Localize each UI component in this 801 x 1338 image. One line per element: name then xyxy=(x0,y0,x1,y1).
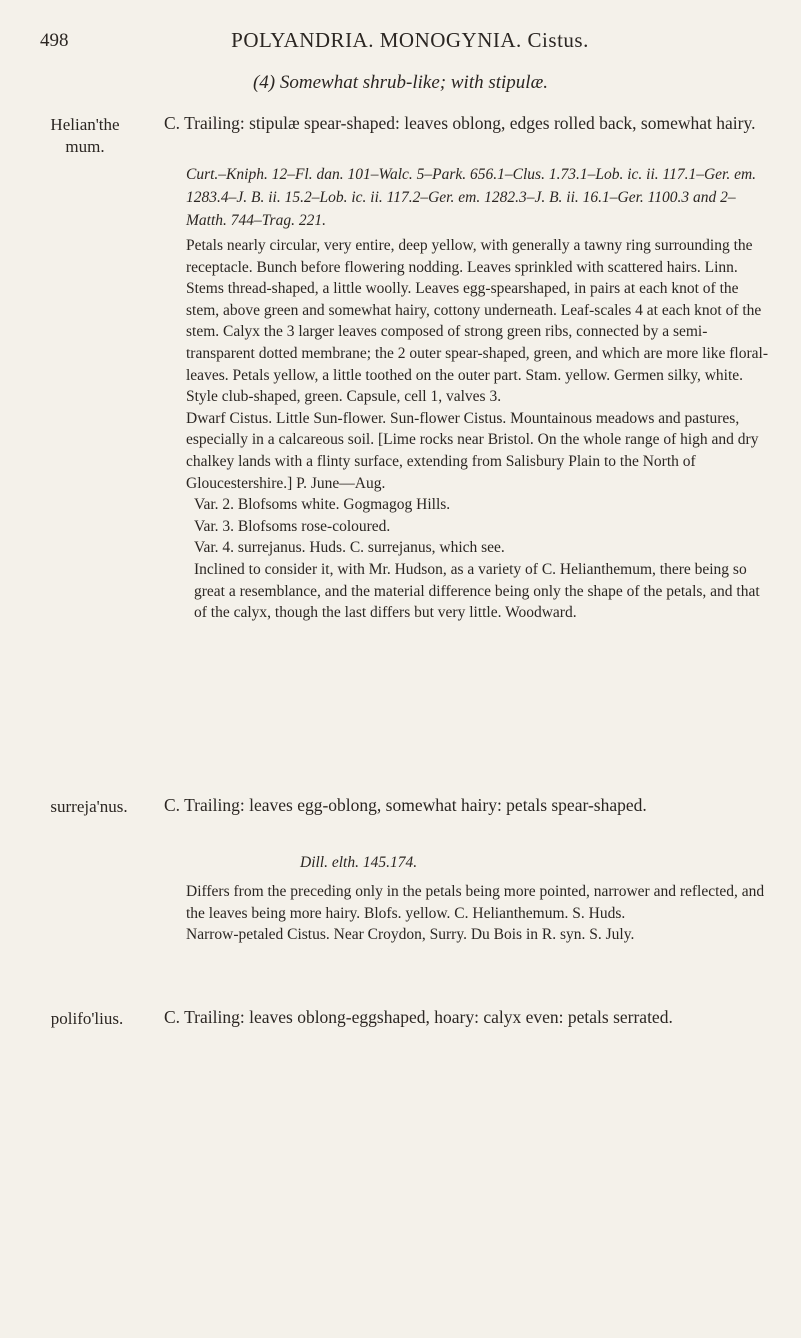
citations-surrejanus: Dill. elth. 145.174. xyxy=(300,854,418,871)
description-helianthemum xyxy=(186,235,771,624)
description-paragraph: Narrow-petaled Cistus. Near Croydon, Surry. Du Bois in R. syn. S. July. xyxy=(186,926,635,944)
running-title: POLYANDRIA. MONOGYNIA. Cistus. xyxy=(231,28,589,52)
species-diagnosis-surrejanus: C. Trailing: leaves egg-oblong, somewhat hairy: petals spear-shaped. xyxy=(164,795,647,815)
section-subtitle: (4) Somewhat shrub-like; with stipulæ. xyxy=(252,72,548,93)
description-paragraph: Differs from the preceding only in the petals being more pointed, narrower and reflected, and the leaves being more hairy. Blofs. yellow. C. Helianthemum. S. Huds. xyxy=(186,883,765,922)
description-surrejanus xyxy=(186,881,771,946)
page-number: 498 xyxy=(40,30,69,51)
description-paragraph: Inclined to consider it, with Mr. Hudson, as a variety of C. Helianthemum, there being so great a resemblance, and the material difference being only the shape of the petals, and that of the calyx, though the last differs but very little. Woodward. xyxy=(194,560,760,622)
species-diagnosis-helianthemum: C. Trailing: stipulæ spear-shaped: leaves oblong, edges rolled back, somewhat hairy. xyxy=(164,113,756,133)
variety-line: Var. 3. Blofsoms rose-coloured. xyxy=(194,517,391,535)
page-header xyxy=(40,28,780,58)
variety-line: Var. 2. Blofsoms white. Gogmagog Hills. xyxy=(194,496,451,514)
citations-helianthemum: Curt.–Kniph. 12–Fl. dan. 101–Walc. 5–Park. 656.1–Clus. 1.73.1–Lob. ic. ii. 117.1–Ger. em. 1283.4–J. B. ii. 15.2–Lob. ic. ii. 117.2–Ger. em. 1282.3–J. B. ii. 16.1–Ger. 1100.3 and 2–Matth. 744–Trag. 221. xyxy=(186,166,757,229)
description-paragraph: Petals nearly circular, very entire, deep yellow, with generally a tawny ring surrounding the receptacle. Bunch before flowering nodding. Leaves sprinkled with scattered hairs. Linn. Stems thread-shaped, a little woolly. Leaves egg-spearshaped, in pairs at each knot of the stem, above green and somewhat hairy, cottony underneath. Leaf-scales 4 at each knot of the stem. Calyx the 3 larger leaves composed of strong green ribs, connected by a semi-transparent dotted membrane; the 2 outer spear-shaped, green, and which are more like floral-leaves. Petals yellow, a little toothed on the outer part. Stam. yellow. Germen silky, white. Style club-shaped, green. Capsule, cell 1, valves 3. xyxy=(186,237,768,406)
species-label-helianthemum: Helian'the mum. xyxy=(50,115,120,156)
species-diagnosis-polifolius: C. Trailing: leaves oblong-eggshaped, hoary: calyx even: petals serrated. xyxy=(164,1007,673,1027)
species-label-surrejanus: surreja'nus. xyxy=(50,797,128,816)
species-label-polifolius: polifo'lius. xyxy=(50,1009,124,1028)
variety-line: Var. 4. surrejanus. Huds. C. surrejanus, which see. xyxy=(194,539,505,557)
description-paragraph: Dwarf Cistus. Little Sun-flower. Sun-flower Cistus. Mountainous meadows and pastures, especially in a calcareous soil. [Lime rocks near Bristol. On the whole range of high and dry chalkey lands with a flinty surface, extending from Salisbury Plain to the North of Gloucestershire.] P. June—Aug. xyxy=(186,409,759,492)
